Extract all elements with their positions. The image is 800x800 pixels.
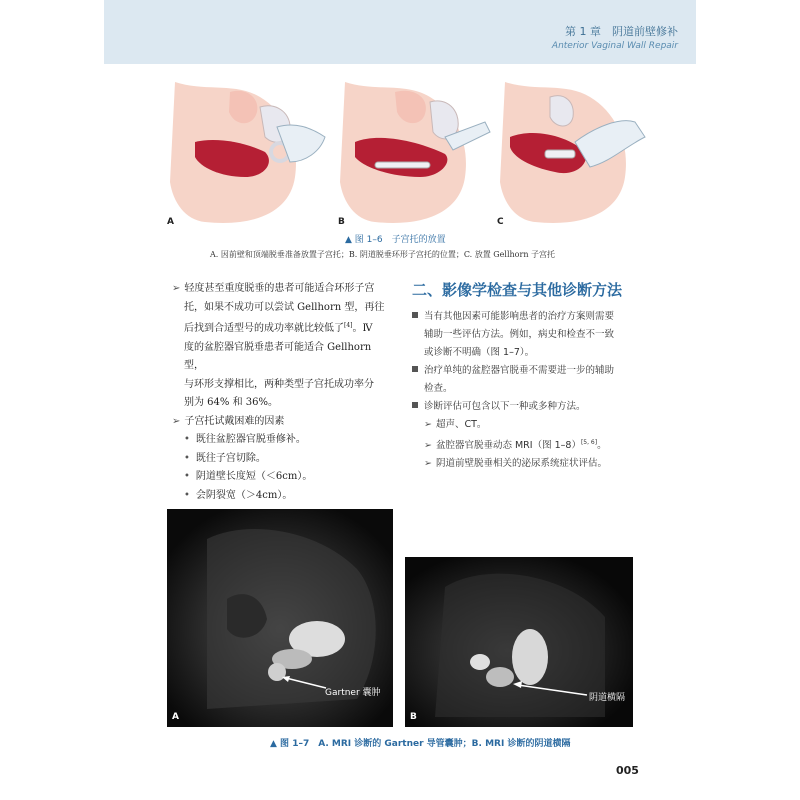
paragraph-line: 检查。 bbox=[424, 383, 453, 394]
illustration-panel-b bbox=[340, 82, 490, 223]
mri-b-label: B bbox=[410, 712, 417, 722]
mri-b-annotation: 阴道横隔 bbox=[589, 693, 626, 703]
list-item: • 阴道壁长度短（＜6cm）。 bbox=[184, 471, 313, 482]
paragraph-line: ➢ 子宫托试戴困难的因素 bbox=[172, 415, 285, 427]
figure-1-6-label-a: A bbox=[167, 217, 174, 227]
list-item: 治疗单纯的盆腔器官脱垂不需要进一步的辅助 bbox=[412, 362, 642, 380]
mri-a-arrow-icon bbox=[282, 674, 328, 694]
list-item: 诊断评估可包含以下一种或多种方法。 bbox=[412, 398, 642, 416]
sub-list-item: ➢ 盆腔器官脱垂动态 MRI（图 1–8）[5, 6]。 bbox=[424, 439, 607, 451]
arrow-bullet-icon: ➢ bbox=[172, 415, 181, 427]
figure-1-6-title: ▲ 图 1–6 子宫托的放置 bbox=[345, 235, 446, 245]
paragraph-line: 或诊断不明确（图 1–7）。 bbox=[424, 347, 535, 358]
list-item: 当有其他因素可能影响患者的治疗方案则需要 bbox=[412, 308, 642, 326]
mri-a-annotation: Gartner 囊肿 bbox=[325, 688, 381, 698]
figure-1-7-title: ▲ 图 1–7 A. MRI 诊断的 Gartner 导管囊肿；B. MRI 诊断的阴道横隔 bbox=[270, 739, 571, 749]
sub-list-item: ➢ 超声、CT。 bbox=[424, 419, 487, 430]
mri-image-a bbox=[167, 509, 393, 727]
square-bullet-icon bbox=[412, 402, 418, 408]
arrow-bullet-icon: ➢ bbox=[424, 458, 432, 469]
chapter-title-en: Anterior Vaginal Wall Repair bbox=[551, 41, 678, 51]
dot-bullet-icon: • bbox=[184, 434, 190, 445]
paragraph-line: ➢ 轻度甚至重度脱垂的患者可能适合环形子宫 bbox=[172, 283, 375, 294]
chapter-title: 第 1 章 阴道前壁修补 bbox=[565, 25, 678, 38]
arrow-bullet-icon: ➢ bbox=[424, 440, 432, 451]
paragraph-line: 与环形支撑相比，两种类型子宫托成功率分 bbox=[184, 378, 374, 390]
paragraph-line: 别为 64% 和 36%。 bbox=[184, 397, 278, 408]
square-bullet-icon bbox=[412, 312, 418, 318]
square-bullet-icon bbox=[412, 366, 418, 372]
figure-1-6-label-b: B bbox=[338, 217, 345, 227]
figure-1-6-caption: A. 因前壁和顶端脱垂准备放置子宫托；B. 阴道脱垂环形子宫托的位置；C. 放置 Gellhorn 子宫托 bbox=[210, 250, 556, 259]
dot-bullet-icon: • bbox=[184, 452, 190, 464]
sub-list-item: ➢ 阴道前壁脱垂相关的泌尿系统症状评估。 bbox=[424, 458, 607, 469]
dot-bullet-icon: • bbox=[184, 489, 190, 501]
paragraph-line: 托，如果不成功可以尝试 Gellhorn 型，再往 bbox=[184, 301, 385, 313]
illustration-panel-a bbox=[170, 82, 325, 223]
paragraph-line: 辅助一些评估方法。例如，病史和检查不一致 bbox=[424, 329, 615, 340]
paragraph-line: 后找到合适型号的成功率就比较低了[4]。Ⅳ bbox=[184, 322, 373, 334]
figure-1-6-illustrations bbox=[165, 82, 655, 227]
figure-1-6-label-c: C bbox=[497, 217, 504, 227]
list-item: • 会阴裂宽（＞4cm）。 bbox=[184, 489, 293, 501]
list-item: • 既往子宫切除。 bbox=[184, 452, 266, 464]
section-title: 二、影像学检查与其他诊断方法 bbox=[412, 281, 623, 299]
left-column bbox=[172, 280, 392, 505]
arrow-bullet-icon: ➢ bbox=[424, 419, 432, 430]
mri-image-b bbox=[405, 557, 633, 727]
dot-bullet-icon: • bbox=[184, 471, 190, 482]
reference: [5, 6] bbox=[580, 439, 598, 446]
mri-a-label: A bbox=[172, 712, 179, 722]
paragraph-line: 度的盆腔器官脱垂患者可能适合 Gellhorn 型， bbox=[184, 341, 372, 371]
page-number: 005 bbox=[616, 764, 639, 777]
reference: [4] bbox=[344, 322, 353, 329]
mri-b-arrow-icon bbox=[513, 677, 589, 699]
illustration-panel-c bbox=[500, 82, 645, 223]
arrow-bullet-icon: ➢ bbox=[172, 283, 181, 294]
list-item: • 既往盆腔器官脱垂修补。 bbox=[184, 434, 306, 445]
right-column bbox=[412, 308, 642, 473]
page-header bbox=[104, 0, 696, 64]
